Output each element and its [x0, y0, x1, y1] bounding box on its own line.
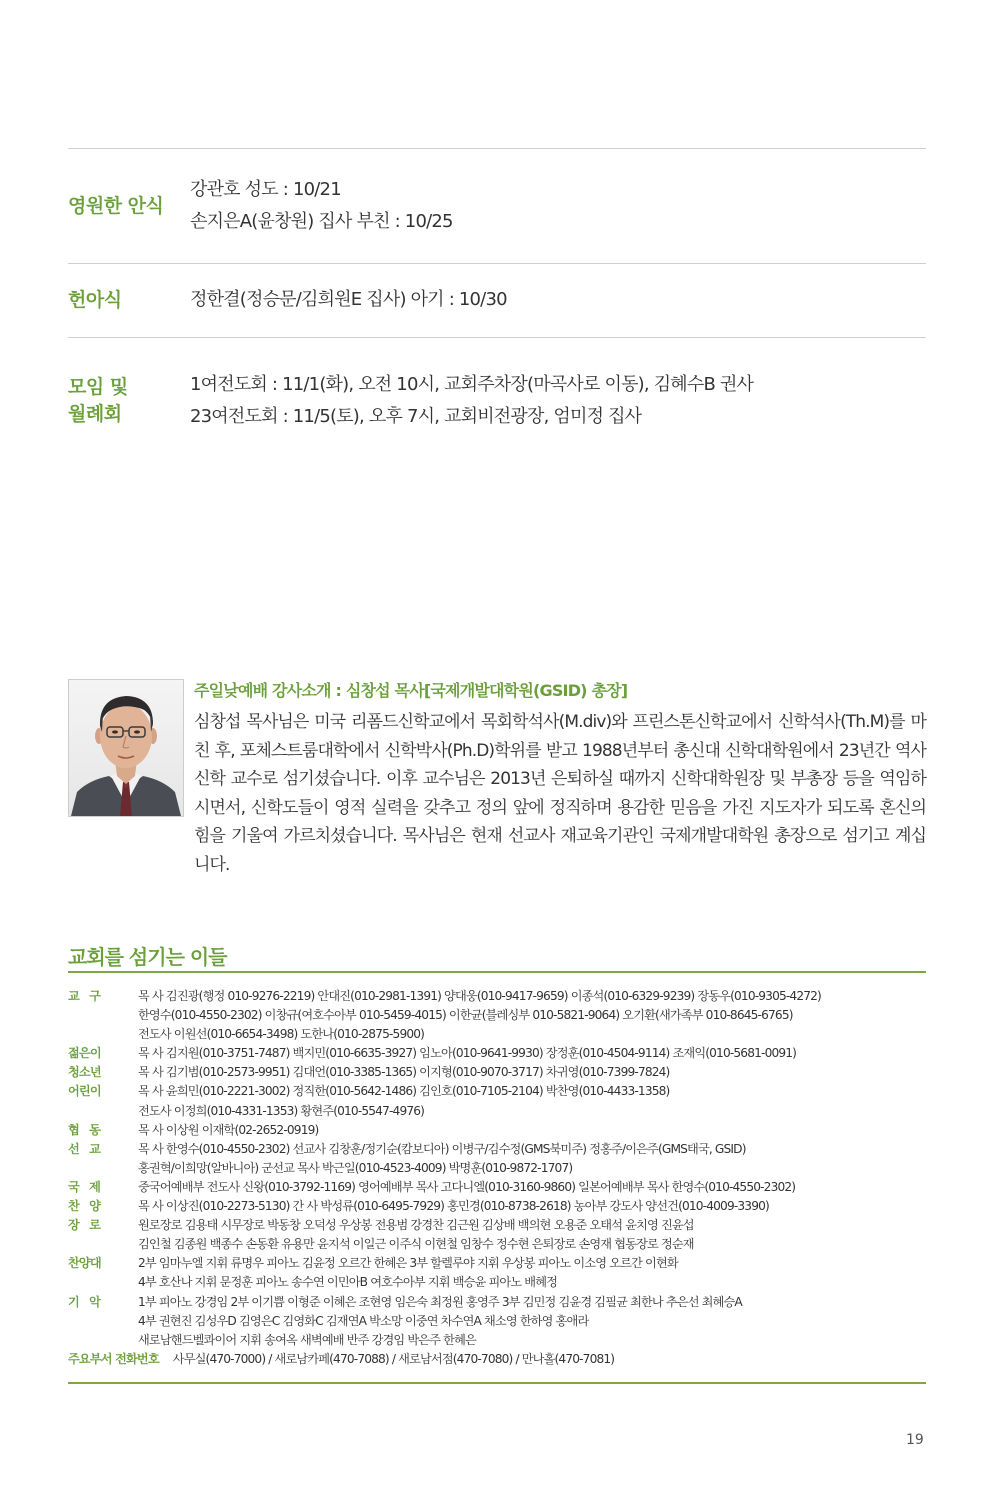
staff-line: 4부 권현진 김성우D 김영은C 김영화C 김재연A 박소망 이중연 차수연A 채소영 한하영 홍애라: [138, 1313, 589, 1328]
staff-line: 김인철 김종원 백종수 손동환 유용만 윤지석 이일근 이주식 이현철 임창수 정수현 은퇴장로 손영재 협동장로 정순재: [138, 1237, 694, 1252]
staff-line: 한영수(010-4550-2302) 이창규(여호수아부 010-5459-4015) 이한균(블레싱부 010-5821-9064) 오기환(새가족부 010-8645-6765): [138, 1008, 793, 1023]
news-label-meetings: [68, 374, 128, 428]
staff-line: 2부 임마누엘 지휘 류명우 피아노 김윤정 오르간 한혜은 3부 할렐루야 지휘 우상봉 피아노 이소영 오르간 이현화: [138, 1256, 678, 1271]
news-line: 1여전도회 : 11/1(화), 오전 10시, 교회주차장(마곡사로 이동), 김혜수B 권사: [190, 374, 754, 395]
news-label-dedication: 헌아식: [68, 289, 122, 311]
department-phones: [68, 1350, 928, 1369]
staff-line: 목 사 김기범(010-2573-9951) 김대언(010-3385-1365) 이지형(010-9070-3717) 차귀영(010-7399-7824): [138, 1065, 670, 1080]
staff-row-international: [68, 1178, 928, 1197]
divider: [68, 337, 926, 338]
speaker-bio: 심창섭 목사님은 미국 리폼드신학교에서 목회학석사(M.div)와 프린스톤신학교에서 신학석사(Th.M)를 마친 후, 포체스트룸대학에서 신학박사(Ph.D)학위를 받고 1988년부터 총신대 신학대학원에서 23년간 역사신학 교수로 섬기셨습니다. 이후 교수님은 2013년 은퇴하실 때까지 신학대학원장 및 부총장 등을 역임하시면서, 신학도들이 영적 실력을 갖추고 정의 앞에 정직하며 용감한 믿음을 가진 지도자가 되도록 혼신의 힘을 기울여 가르치셨습니다. 목사님은 현재 선교사 재교육기관인 국제개발대학원 총장으로 섬기고 계십니다.: [194, 712, 926, 875]
staff-label: 국 제: [68, 1179, 101, 1194]
phones-text: 사무실(470-7000) / 새로남카페(470-7088) / 새로남서점(470-7080) / 만나홀(470-7081): [172, 1351, 615, 1366]
staff-line: 목 사 이상진(010-2273-5130) 간 사 박성류(010-6495-7929) 홍민경(010-8738-2618) 농아부 강도사 양선건(010-4009-3390): [138, 1199, 769, 1214]
staff-line: 전도사 이정희(010-4331-1353) 황현주(010-5547-4976): [138, 1103, 425, 1118]
staff-label: 청소년: [68, 1065, 101, 1080]
news-line: 손지은A(윤창원) 집사 부친 : 10/25: [190, 211, 453, 232]
staff-line: 전도사 이원선(010-6654-3498) 도한나(010-2875-5900): [138, 1027, 425, 1042]
news-label-eternal-rest: 영원한 안식: [68, 195, 164, 217]
staff-row-parish: [68, 987, 928, 1044]
staff-row-praise: [68, 1197, 928, 1216]
staff-line: 목 사 김진광(행정 010-9276-2219) 안대진(010-2981-1391) 양대웅(010-9417-9659) 이종석(010-6329-9239) 장동우(010-9305-4272): [138, 989, 821, 1003]
staff-label: 젊은이: [68, 1046, 101, 1061]
news-label-line: 월례회: [68, 403, 122, 425]
staff-row-children: [68, 1082, 928, 1120]
staff-row-missions: [68, 1140, 928, 1178]
speaker-photo: [68, 679, 184, 817]
staff-row-youth-adults: [68, 1044, 928, 1063]
staff-row-teens: [68, 1063, 928, 1082]
speaker-title: 주일낮예배 강사소개 : 심창섭 목사[국제개발대학원(GSID) 총장]: [194, 681, 628, 700]
staff-line: 중국어예배부 전도사 신왕(010-3792-1169) 영어예배부 목사 고다니엘(010-3160-9860) 일본어예배부 목사 한영수(010-4550-2302): [138, 1179, 796, 1194]
staff-row-associate: [68, 1121, 928, 1140]
staff-section-title: 교회를 섬기는 이들: [68, 945, 227, 969]
staff-line: 1부 피아노 강경임 2부 이기쁨 이형준 이혜은 조현영 임은숙 최정원 홍영주 3부 김민정 김윤경 김필균 최한나 추은선 최혜승A: [138, 1294, 742, 1309]
staff-line: 목 사 윤희민(010-2221-3002) 정직한(010-5642-1486) 김인호(010-7105-2104) 박찬영(010-4433-1358): [138, 1084, 670, 1099]
staff-label: 찬 양: [68, 1199, 101, 1214]
speaker-portrait-image: [69, 680, 183, 816]
staff-label: 협 동: [68, 1122, 101, 1137]
staff-line: 4부 호산나 지휘 문정훈 피아노 송수연 이민아B 여호수아부 지휘 백승윤 피아노 배혜정: [138, 1275, 558, 1290]
staff-label: 기 악: [68, 1294, 101, 1309]
staff-directory: [68, 987, 928, 1369]
phones-label: 주요부서 전화번호: [68, 1351, 159, 1366]
news-line: 정한결(정승문/김희원E 집사) 아기 : 10/30: [190, 289, 507, 310]
top-divider: [68, 148, 926, 149]
staff-label: 장 로: [68, 1218, 101, 1233]
news-line: 강관호 성도 : 10/21: [190, 179, 341, 200]
news-dedication: [190, 284, 507, 316]
staff-line: 목 사 김지원(010-3751-7487) 백지민(010-6635-3927) 임노아(010-9641-9930) 장정훈(010-4504-9114) 조재익(010-5681-0091): [138, 1046, 797, 1061]
staff-label: 선 교: [68, 1141, 101, 1156]
bottom-divider: [68, 1382, 926, 1384]
staff-line: 홍권혁/이희망(알바니아) 군선교 목사 박근일(010-4523-4009) 박명훈(010-9872-1707): [138, 1160, 573, 1175]
page-number: 19: [906, 1432, 924, 1448]
staff-line: 새로남핸드벨콰이어 지휘 송여옥 새벽예배 반주 강경임 박은주 한혜은: [138, 1332, 476, 1347]
staff-label: 어린이: [68, 1084, 101, 1099]
staff-title-underline: [68, 971, 926, 973]
divider: [68, 263, 926, 264]
staff-line: 원로장로 김용태 시무장로 박동창 오덕성 우상봉 전용범 강경찬 김근원 김상배 백의현 오용준 오태석 윤치영 진윤섭: [138, 1218, 694, 1233]
news-eternal-rest: [190, 174, 453, 238]
staff-label: 찬양대: [68, 1256, 101, 1271]
news-label-line: 모임 및: [68, 376, 128, 398]
staff-row-choir: [68, 1254, 928, 1292]
news-line: 23여전도회 : 11/5(토), 오후 7시, 교회비전광장, 엄미정 집사: [190, 406, 642, 427]
staff-row-instrumental: [68, 1293, 928, 1350]
staff-row-elders: [68, 1216, 928, 1254]
news-meetings: [190, 369, 753, 433]
staff-line: 목 사 이상원 이재학(02-2652-0919): [138, 1122, 319, 1137]
staff-line: 목 사 한영수(010-4550-2302) 선교사 김창훈/정기순(캄보디아) 이병구/김수정(GMS북미주) 정홍주/이은주(GMS태국, GSID): [138, 1141, 746, 1156]
staff-label: 교 구: [68, 989, 101, 1003]
